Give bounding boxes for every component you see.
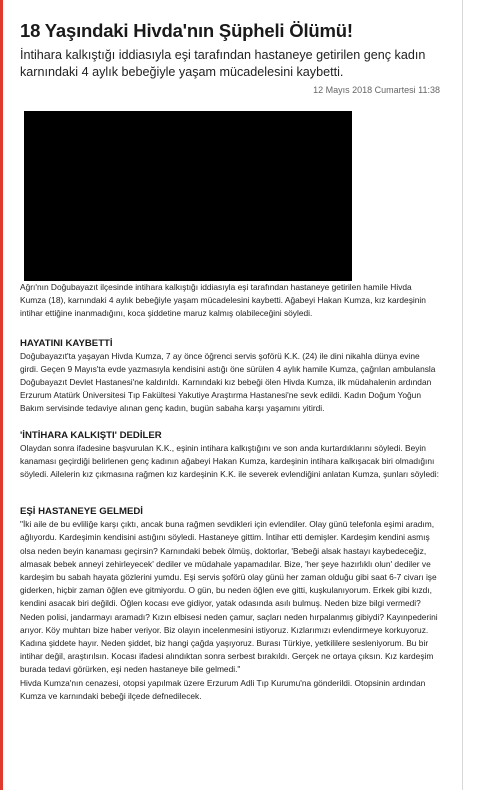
article-media-placeholder[interactable]	[24, 111, 352, 281]
article-summary: İntihara kalkıştığı iddiasıyla eşi tarafından hastaneye getirilen genç kadın karnındaki 4 aylık bebeğiyle yaşam mücadelesini kaybetti.	[20, 48, 426, 79]
paragraph-quote: "İki aile de bu evliliğe karşı çıktı, ancak buna rağmen sevdikleri için evlendiler. Olay günü telefonla eşimi aradım, ağlıyordu. Kardeşimin kendisini astığını söyledi. Hastaneye gittim. İntihar etti demişler. Kardeşim kendini asmış olsa neden beyin kanaması geçirsin? Karnındaki bebek ölmüş, doktorlar, 'Bebeği alsak hastayı kaybedeceğiz, almasak bebek anneyi zehirleyecek' dediler ve müdahale yapamadılar. Bize, 'her şeye hazırlıklı olun' dediler ve kardeşim bu sabah hayata gözlerini yumdu. Eşi servis şoförü olay günü her zaman olduğu gibi saat 6-7 civarı işe giderken, hiçbir zaman öğlen eve gitmiyordu. O gün, bu neden öğlen eve gitti, kuşkulanıyorum. Erkek gibi kızdı, kendini asacak biri değildi. Öğlen kocası eve gidiyor, yatak odasında asılı bulmuş. Neden bize bilgi vermedi? Neden polisi, jandarmayı aramadı? Kızın elbisesi neden çamur, saçları neden hırpalanmış gibiydi? Kayınpederini arıyor. Köy muhtarı bize haber veriyor. Biz olayın incelenmesini istiyoruz. Kızlarımızı evlendirmeye korkuyoruz. Kadına şiddete hayır. Neden şiddet, biz hangi çağda yaşıyoruz. Burası Türkiye, yetkililere sesleniyorum. Bu bir intihar değil, araştırılsın. Kocası ifadesi alındıktan sonra serbest bırakıldı. Gerçek ne ortaya çıksın. Kız kardeşim burada tedavi görürken, eşi neden hastaneye bile gelmedi."	[20, 519, 438, 675]
paragraph-hayatini: Doğubayazıt'ta yaşayan Hivda Kumza, 7 ay önce öğrenci servis şoförü K.K. (24) ile dini nikahla dünya evine girdi. Geçen 9 Mayıs'ta evde yazmasıyla kendisini astığı öne sürülen 4 aylık hamile Kumza, çağrılan ambulansla Doğubayazıt Devlet Hastanesi'ne kaldırıldı. Karnındaki kız bebeği ölen Hivda Kumza, ilk müdahalenin ardından Erzurum Atatürk Üniversitesi Tıp Fakültesi Yakutiye Araştırma Hastanesi'ne sevk edildi. Kadın Doğum Yoğun Bakım servisinde tedaviye alınan genç kadın, bugün sabaha karşı yaşamını yitirdi.	[20, 350, 436, 414]
subheading-intihara-kalkisti: 'İNTİHARA KALKIŞTI' DEDİLER	[20, 429, 162, 441]
paragraph-funeral: Hivda Kumza'nın cenazesi, otopsi yapılmak üzere Erzurum Adli Tıp Kurumu'na gönderildi. Otopsinin ardından Kumza ve karnındaki bebeği ilçede defnedilecek.	[20, 677, 426, 701]
publish-date: 12 Mayıs 2018 Cumartesi 11:38	[313, 85, 440, 95]
left-accent-bar	[0, 0, 3, 790]
paragraph-intihara: Olaydan sonra ifadesine başvurulan K.K., eşinin intihara kalkıştığını ve son anda kurtardıklarını söyledi. Beyin kanaması geçirdiği belirlenen genç kadının ağabeyi Hakan Kumza, kardeşinin intihara kalkışacak biri olmadığını söyledi. Ailelerin kız çıkmasına rağmen kız kardeşinin K.K. ile severek evlendiğini anlatan Kumza, şunları söyledi:	[20, 442, 439, 480]
subheading-hayatini-kaybetti: HAYATINI KAYBETTİ	[20, 337, 113, 349]
right-border-line	[462, 0, 463, 790]
article-title: 18 Yaşındaki Hivda'nın Şüpheli Ölümü!	[20, 20, 353, 41]
paragraph-intro: Ağrı'nın Doğubayazıt ilçesinde intihara kalkıştığı iddiasıyla eşi tarafından hastaneye getirilen hamile Hivda Kumza (18), karnındaki 4 aylık bebeğiyle yaşam mücadelesini kaybetti. Ağabeyi Hakan Kumza, kız kardeşinin intihar ettiğine inanmadığını, koca şiddetine maruz kalmış olabileceğini söyledi.	[20, 282, 426, 319]
news-article	[20, 0, 440, 703]
subheading-esi-hastaneye-gelmedi: EŞİ HASTANEYE GELMEDİ	[20, 506, 143, 518]
